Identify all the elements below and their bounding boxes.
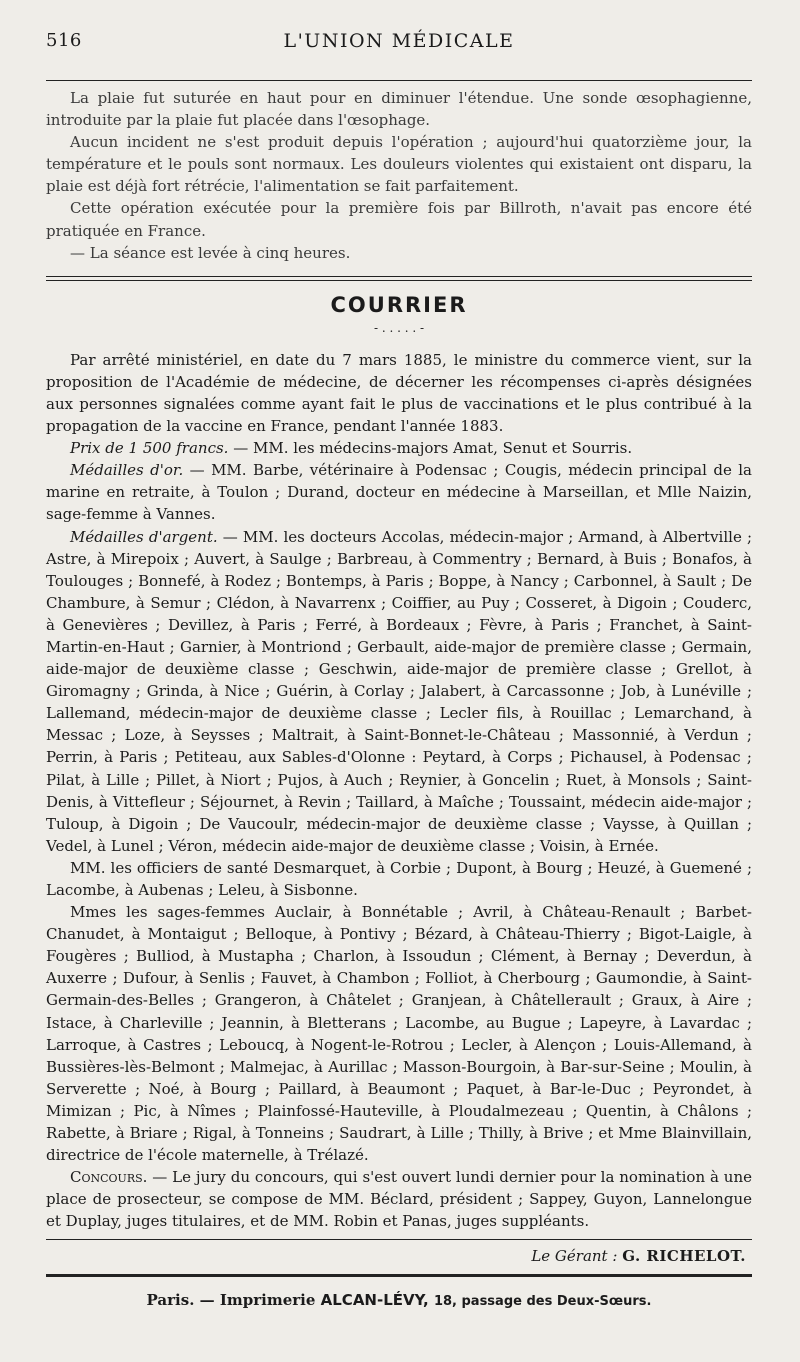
prix-paragraph — [46, 437, 752, 459]
medailles-argent-text: — MM. les docteurs Accolas, médecin-major ; Armand, à Albertville ; Astre, à Mirepoix ; Auvert, à Saulge ; Barbreau, à Commentry ; Bernard, à Buis ; Bonafos, à Toulouges ; Bonnefé, à Rodez ; Bontemps, à Paris ; Boppe, à Nancy ; Carbonnel, à Sault ; De Chambure, à Semur ; Clédon, à Navarrenx ; Coiffier, au Puy ; Cosseret, à Digoin ; Couderc, à Genevières ; Devillez, à Paris ; Ferré, à Bordeaux ; Fèvre, à Paris ; Franchet, à Saint-Martin-en-Haut ; Garnier, à Montriond ; Gerbault, aide-major de première classe ; Germain, aide-major de deuxième classe ; Geschwin, aide-major de première classe ; Grellot, à Giromagny ; Grinda, à Nice ; Guérin, à Corlay ; Jalabert, à Carcassonne ; Job, à Lunéville ; Lallemand, médecin-major de deuxième classe ; Lecler fils, à Rouillac ; Lemarchand, à Messac ; Loze, à Seysses ; Maltrait, à Saint-Bonnet-le-Château ; Massonnié, à Verdun ; Perrin, à Paris ; Petiteau, aux Sables-d'Olonne : Peytard, à Corps ; Pichausel, à Podensac ; Pilat, à Lille ; Pillet, à Niort ; Pujos, à Auch ; Reynier, à Goncelin ; Ruet, à Monsols ; Saint-Denis, à Vittefleur ; Séjournet, à Revin ; Taillard, à Maîche ; Toussaint, médecin aide-major ; Tuloup, à Digoin ; De Vaucoulr, médecin-major de deuxième classe ; Vaysse, à Quillan ; Vedel, à Lunel ; Véron, médecin aide-major de deuxième classe ; Voisin, à Ernée. — [46, 527, 752, 855]
medailles-or-label: Médailles d'or. — [70, 461, 184, 480]
imprint-line — [46, 1291, 752, 1309]
title-ornament: - . . . . . - — [373, 320, 425, 335]
article-paragraph: Cette opération exécutée pour la première fois par Billroth, n'avait pas encore été pratiquée en France. — [46, 199, 752, 240]
medailles-argent-label: Médailles d'argent. — [70, 527, 218, 546]
gerant-name: G. RICHELOT. — [622, 1246, 746, 1265]
footer-rule — [46, 1239, 752, 1240]
journal-title: L'UNION MÉDICALE — [283, 30, 515, 52]
imprint-city: Paris. — Imprimerie — [146, 1290, 316, 1309]
gerant-label: Le Gérant : — [531, 1246, 618, 1265]
article-paragraph: — La séance est levée à cinq heures. — [70, 243, 351, 262]
sages-femmes-prefix: Mmes — [70, 903, 117, 922]
section-divider — [46, 276, 752, 281]
imprint-rule — [46, 1274, 752, 1277]
medailles-or-text: — MM. Barbe, vétérinaire à Podensac ; Cougis, médecin principal de la marine en retraite, à Toulon ; Durand, docteur en médecine à Marseillan, et Mlle Naizin, sage-femme à Vannes. — [46, 461, 752, 524]
courrier-intro: Par arrêté ministériel, en date du 7 mars 1885, le ministre du commerce vient, sur la proposition de l'Académie de médecine, de décerner les récompenses ci-après désignées aux personnes signalées comme ayant fait le plus de vaccinations et le plus contribué à la propagation de la vaccine en France, pendant l'année 1883. — [46, 350, 752, 436]
previous-article — [46, 87, 752, 264]
prix-label: Prix de 1 500 francs. — [70, 439, 229, 458]
section-title: COURRIER — [330, 292, 468, 317]
imprint-shop: ALCAN-LÉVY, — [320, 1290, 429, 1309]
sages-femmes-text: les sages-femmes Auclair, à Bonnétable ; Avril, à Château-Renault ; Barbet-Chanudet, à Montaigut ; Belloque, à Pontivy ; Bézard, à Château-Thierry ; Bigot-Laigle, à Fougères ; Bulliod, à Mustapha ; Charlon, à Issoudun ; Clément, à Bernay ; Deverdun, à Auxerre ; Dufour, à Senlis ; Fauvet, à Chambon ; Folliot, à Cherbourg ; Gaumondie, à Saint-Germain-des-Belles ; Grangeron, à Châtelet ; Granjean, à Châtellerault ; Graux, à Aire ; Istace, à Charleville ; Jeannin, à Bletterans ; Lacombe, au Bugue ; Lapeyre, à Lavardac ; Larroque, à Castres ; Leboucq, à Nogent-le-Rotrou ; Lecler, à Alençon ; Louis-Allemand, à Bussières-lès-Belmont ; Malmejac, à Aurillac ; Masson-Bourgoin, à Bar-sur-Seine ; Moulin, à Serverette ; Noé, à Bourg ; Paillard, à Beaumont ; Paquet, à Bar-le-Duc ; Peyrondet, à Mimizan ; Pic, à Nîmes ; Plainfossé-Hauteville, à Ploudalmezeau ; Quentin, à Châlons ; Rabette, à Briare ; Rigal, à Tonneins ; Saudrart, à Lille ; Thilly, à Brive ; et Mme Blainvillain, directrice de l'école maternelle, à Trélazé. — [46, 903, 752, 1165]
gerant-line — [46, 1246, 752, 1266]
concours-paragraph — [46, 1166, 752, 1232]
page-number: 516 — [46, 30, 82, 51]
article-paragraph: La plaie fut suturée en haut pour en diminuer l'étendue. Une sonde œsophagienne, introduite par la plaie fut placée dans l'œsophage. — [46, 89, 752, 130]
concours-text: — Le jury du concours, qui s'est ouvert lundi dernier pour la nomination à une place de prosecteur, se compose de MM. Béclard, président ; Sappey, Guyon, Lannelongue et Duplay, juges titulaires, et de MM. Robin et Panas, juges suppléants. — [46, 1168, 752, 1231]
concours-label: Concours. — [70, 1168, 148, 1187]
prix-text: — MM. les médecins-majors Amat, Senut et Sourris. — [228, 439, 633, 458]
header-rule — [46, 80, 752, 81]
imprint-address: 18, passage des Deux-Sœurs. — [433, 1293, 652, 1309]
medailles-or-paragraph — [46, 459, 752, 525]
running-head — [46, 22, 752, 58]
sages-femmes-paragraph — [46, 901, 752, 1166]
courrier-body — [46, 349, 752, 1233]
officiers-paragraph: MM. les officiers de santé Desmarquet, à Corbie ; Dupont, à Bourg ; Heuzé, à Guemené ; Lacombe, à Aubenas ; Leleu, à Sisbonne. — [46, 858, 752, 899]
medailles-argent-paragraph — [46, 526, 752, 857]
article-paragraph: Aucun incident ne s'est produit depuis l'opération ; aujourd'hui quatorzième jour, la température et le pouls sont normaux. Les douleurs violentes qui existaient ont disparu, la plaie est déjà fort rétrécie, l'alimentation se fait parfaitement. — [46, 133, 752, 196]
